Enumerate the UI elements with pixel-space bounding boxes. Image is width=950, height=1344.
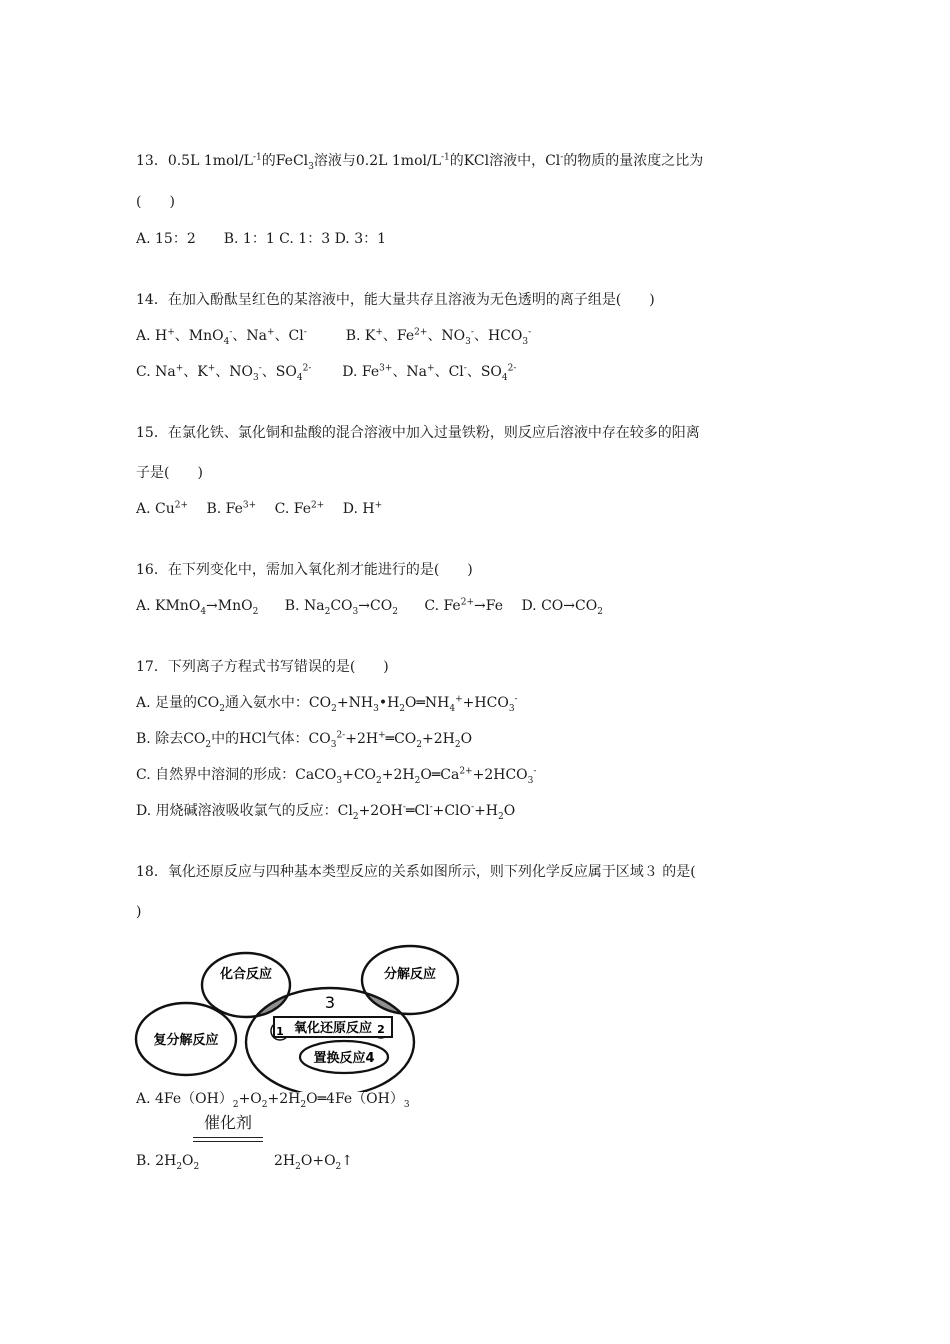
- q17-option-a: A. 足量的$CO_2$通入氨水中：$CO_2+NH_3•H_2O═NH_4^++HCO_3^-$: [136, 694, 518, 714]
- region-2-label: 2: [377, 1023, 385, 1036]
- reaction-equals-bar-bottom: [193, 1141, 263, 1142]
- q14-option-c: C. Na+、K+、$NO_3^-$、$SO_4^{2-}$: [136, 363, 312, 383]
- double-decomposition-label: 复分解反应: [153, 1033, 219, 1048]
- q18-option-b-right: $2H_2O+O_2↑$: [274, 1153, 354, 1172]
- q14-options-ab: [136, 326, 531, 346]
- redox-reaction-label: 氧化还原反应: [293, 1021, 373, 1036]
- q14-stem: 14．在加入酚酞呈红色的某溶液中，能大量共存且溶液为无色透明的离子组是( ): [136, 292, 655, 308]
- q15-stem-line2: 子是( ): [136, 465, 203, 481]
- q18-stem-line2: ): [136, 904, 142, 920]
- q14-option-d: D. $Fe^{3+}$、Na+、Cl-、$SO_4^{2-}$: [342, 363, 517, 383]
- q13-stem-line1: 13．0.5L $1mol/L^{-1}$的FeCl$_3$溶液与0.2L $1mol/L^{-1}$的KCl溶液中，Cl-的物质的量浓度之比为: [136, 152, 704, 172]
- catalyst-condition: [188, 1112, 268, 1152]
- q15-stem-line1: 15．在氯化铁、氯化铜和盐酸的混合溶液中加入过量铁粉，则反应后溶液中存在较多的阳离: [136, 425, 700, 441]
- q13-options: A. 15：2 B. 1：1 C. 1：3 D. 3：1: [136, 231, 387, 247]
- q17-option-b: B. 除去$CO_2$中的HCl气体：$CO_3^{2-}+2H^+═CO_2+2H_2O$: [136, 730, 473, 750]
- q15-options: A. $Cu^{2+}$ B. $Fe^{3+}$ C. $Fe^{2+}$ D. H+: [136, 500, 383, 517]
- q16-options: A. KMnO$_4$→MnO$_2$ B. $Na_2CO_3\to CO_2$ C. $Fe^{2+}\to Fe$ D. $CO\to CO_2$: [136, 597, 603, 617]
- q14-option-b: B. K+、$Fe^{2+}$、$NO_3^-$、$HCO_3^-$: [345, 327, 532, 347]
- q16-stem: 16．在下列变化中，需加入氧化剂才能进行的是( ): [136, 562, 473, 578]
- q17-option-d: D. 用烧碱溶液吸收氯气的反应：$Cl_2+2OH^-═Cl^-+ClO^-+H_2O$: [136, 802, 516, 822]
- region-3-label: 3: [324, 993, 336, 1012]
- q17-option-c: C. 自然界中溶洞的形成：$CaCO_3+CO_2+2H_2O═Ca^{2+}+2HCO_3^-$: [136, 766, 537, 786]
- q13-stem-line2: ( ): [136, 194, 175, 210]
- catalyst-label: 催化剂: [203, 1113, 252, 1132]
- reaction-equals-bar-top: [193, 1137, 263, 1138]
- combination-reaction-label: 化合反应: [219, 967, 273, 982]
- q14-option-a: A. H+、MnO$_4$-、Na+、Cl-: [136, 327, 307, 347]
- reaction-relationship-diagram: [134, 942, 464, 1092]
- region-1-label: 1: [276, 1025, 284, 1038]
- decomposition-reaction-label: 分解反应: [383, 967, 437, 982]
- q18-option-a: A. $4Fe(OH)_2+O_2+2H_2O═4Fe(OH)_3$: [136, 1091, 410, 1110]
- q18-option-b-left: B. $2H_2O_2$: [136, 1153, 200, 1172]
- q14-options-cd: [136, 362, 516, 382]
- q18-stem-line1: 18．氧化还原反应与四种基本类型反应的关系如图所示，则下列化学反应属于区域３ 的是(: [136, 864, 696, 880]
- q17-stem: 17．下列离子方程式书写错误的是( ): [136, 659, 389, 675]
- displacement-reaction-label: 置换反应4: [313, 1051, 375, 1066]
- combination-reaction-ellipse: [202, 953, 290, 1017]
